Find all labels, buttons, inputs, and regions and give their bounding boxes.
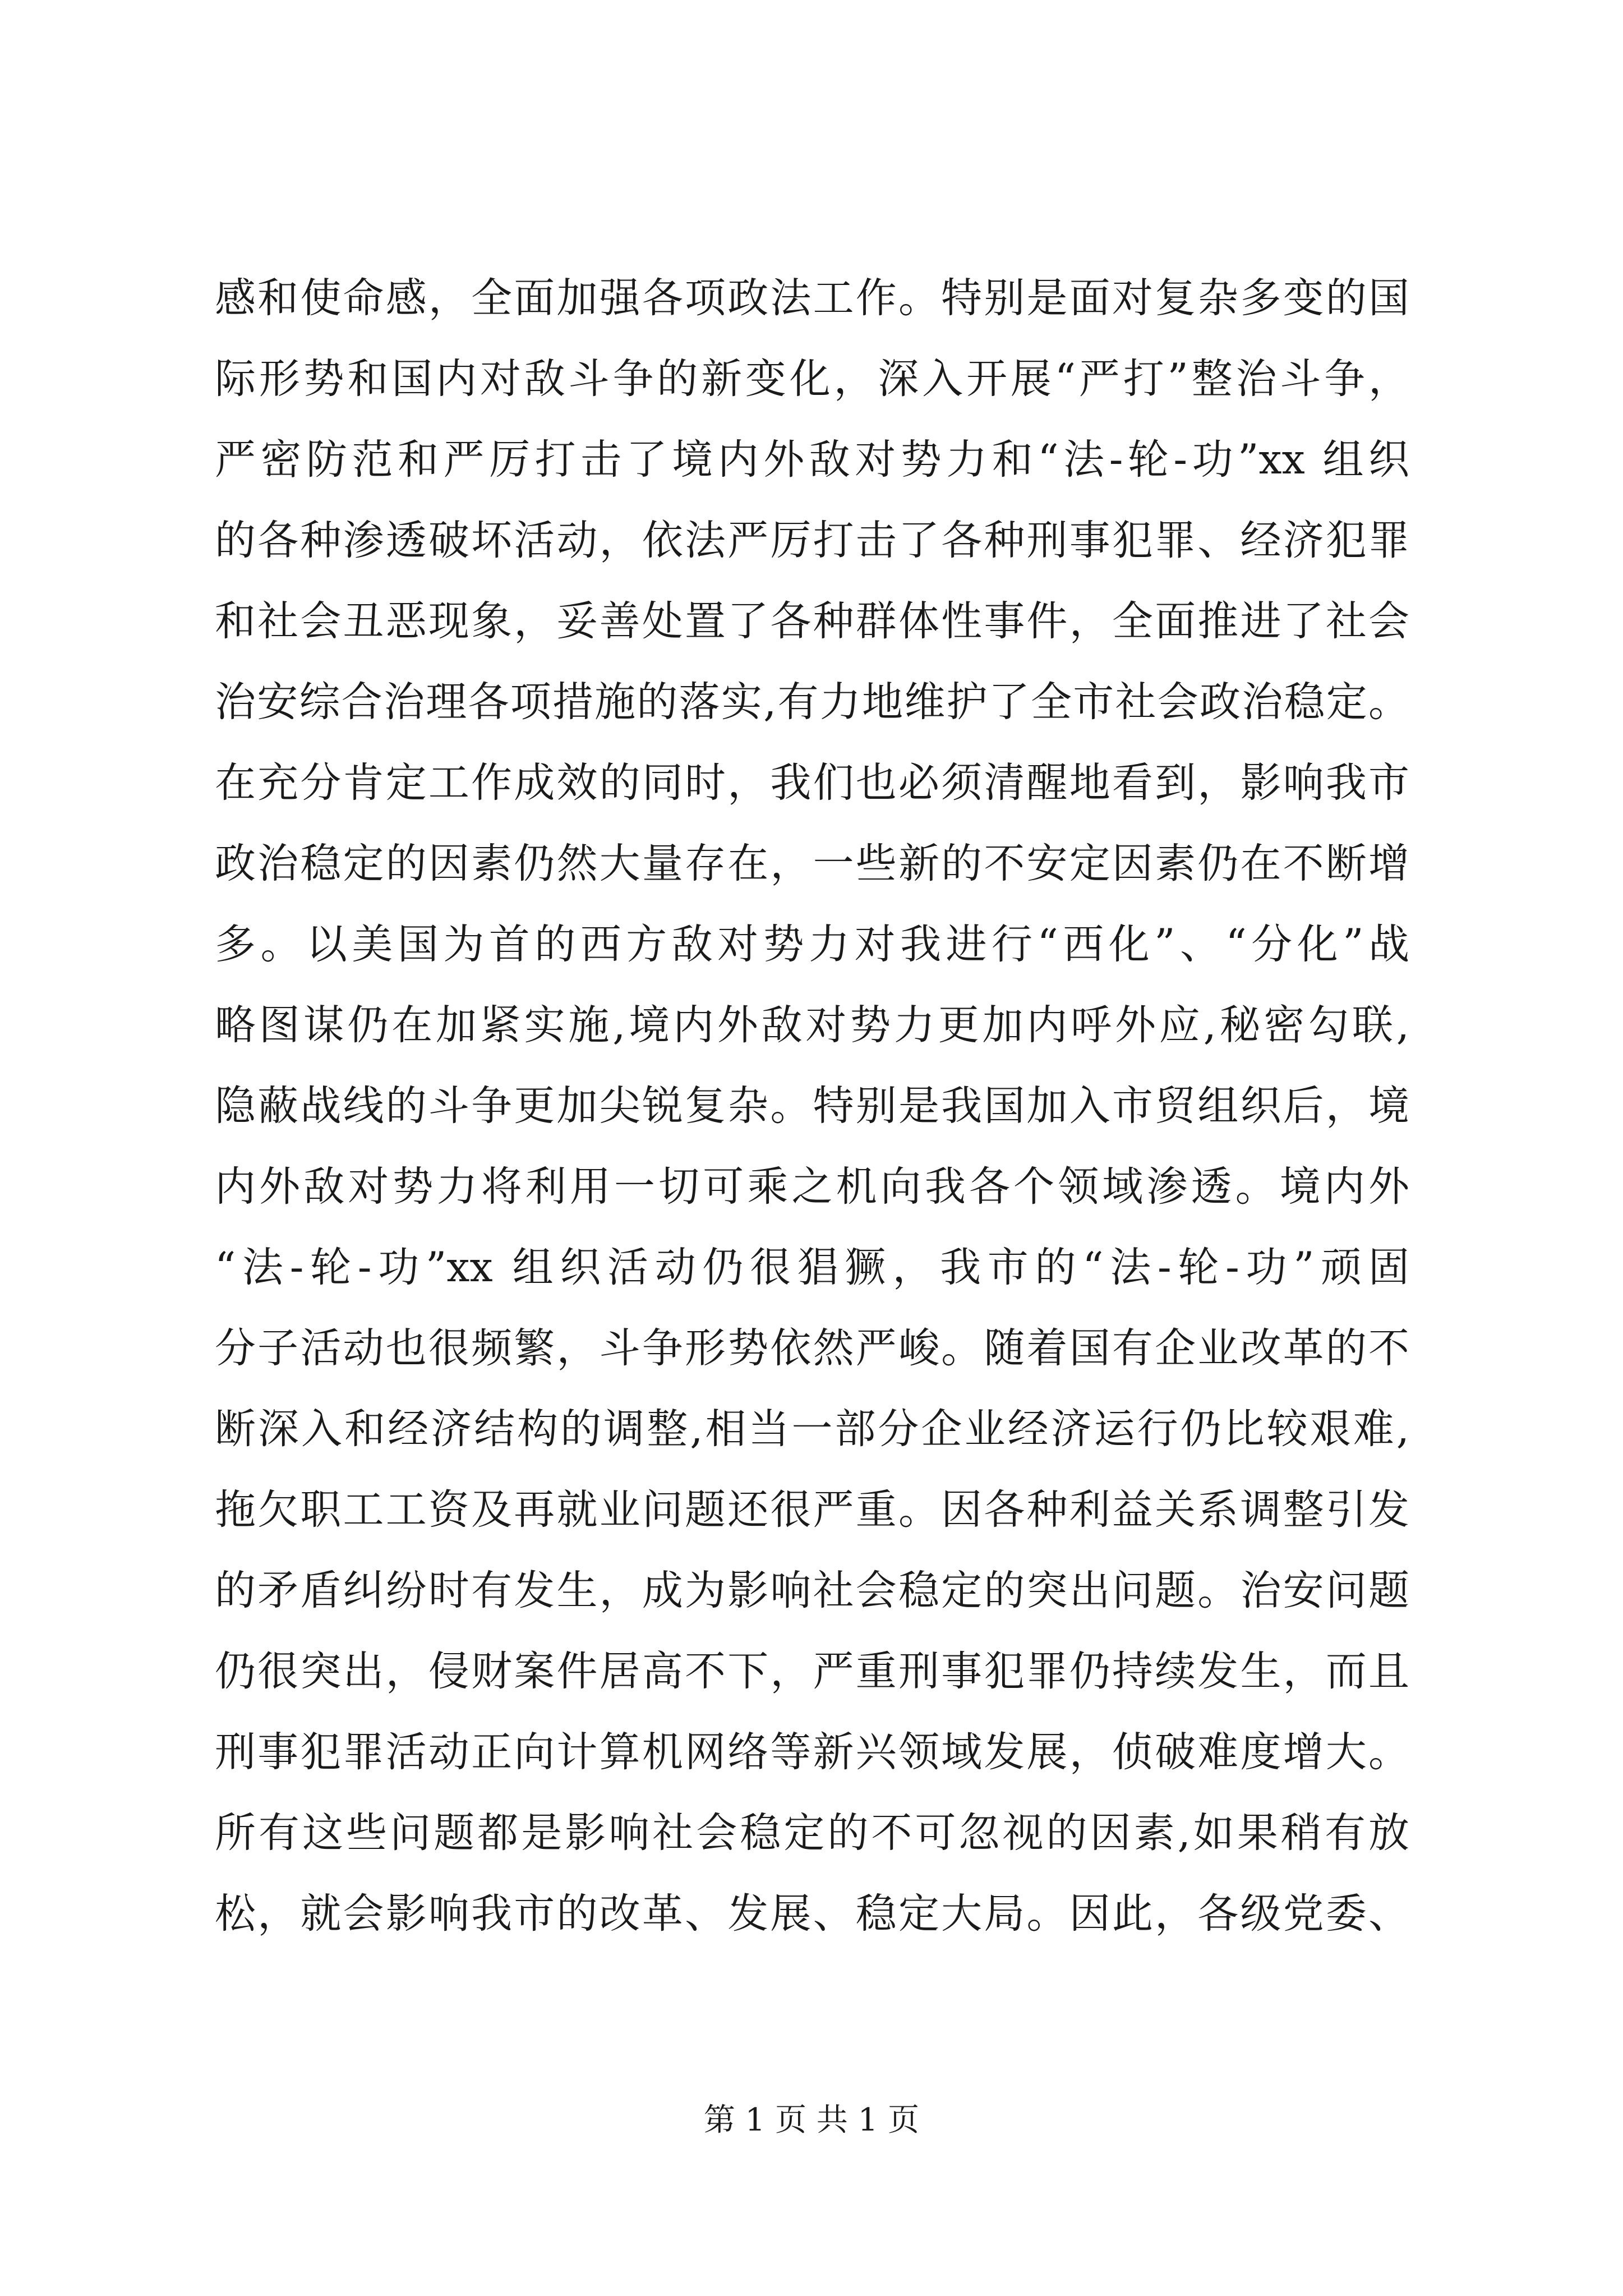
body-paragraph bbox=[215, 258, 1409, 1954]
text-line: “法-轮-功”xx 组织活动仍很猖獗，我市的“法-轮-功”顽固 bbox=[215, 1244, 1409, 1291]
text-line: 刑事犯罪活动正向计算机网络等新兴领域发展，侦破难度增大。 bbox=[215, 1728, 1409, 1776]
text-line: 拖欠职工工资及再就业问题还很严重。因各种利益关系调整引发 bbox=[215, 1486, 1409, 1534]
text-line: 略图谋仍在加紧实施,境内外敌对势力更加内呼外应,秘密勾联, bbox=[215, 1001, 1409, 1049]
text-line: 感和使命感，全面加强各项政法工作。特别是面对复杂多变的国 bbox=[215, 274, 1409, 322]
text-line: 政治稳定的因素仍然大量存在，一些新的不安定因素仍在不断增 bbox=[215, 840, 1409, 887]
text-line: 隐蔽战线的斗争更加尖锐复杂。特别是我国加入市贸组织后，境 bbox=[215, 1082, 1409, 1130]
text-line: 松，就会影响我市的改革、发展、稳定大局。因此，各级党委、 bbox=[215, 1890, 1409, 1938]
text-line: 的各种渗透破坏活动，依法严厉打击了各种刑事犯罪、经济犯罪 bbox=[215, 517, 1409, 564]
text-line: 和社会丑恶现象，妥善处置了各种群体性事件，全面推进了社会 bbox=[215, 597, 1409, 645]
text-line: 在充分肯定工作成效的同时，我们也必须清醒地看到，影响我市 bbox=[215, 759, 1409, 807]
text-line: 分子活动也很频繁，斗争形势依然严峻。随着国有企业改革的不 bbox=[215, 1324, 1409, 1372]
text-line: 断深入和经济结构的调整,相当一部分企业经济运行仍比较艰难, bbox=[215, 1405, 1409, 1453]
text-line: 的矛盾纠纷时有发生，成为影响社会稳定的突出问题。治安问题 bbox=[215, 1567, 1409, 1614]
text-line: 严密防范和严厉打击了境内外敌对势力和“法-轮-功”xx 组织 bbox=[215, 436, 1409, 484]
text-line: 内外敌对势力将利用一切可乘之机向我各个领域渗透。境内外 bbox=[215, 1163, 1409, 1211]
page-footer bbox=[0, 2098, 1623, 2143]
text-line: 治安综合治理各项措施的落实,有力地维护了全市社会政治稳定。 bbox=[215, 678, 1410, 726]
text-line: 仍很突出，侵财案件居高不下，严重刑事犯罪仍持续发生，而且 bbox=[215, 1648, 1409, 1695]
text-line: 际形势和国内对敌斗争的新变化，深入开展“严打”整治斗争， bbox=[215, 355, 1409, 403]
text-line: 所有这些问题都是影响社会稳定的不可忽视的因素,如果稍有放 bbox=[215, 1809, 1409, 1857]
page-number-label: 第 1 页 共 1 页 bbox=[703, 2102, 920, 2138]
text-line: 多。以美国为首的西方敌对势力对我进行“西化”、“分化”战 bbox=[215, 921, 1409, 968]
